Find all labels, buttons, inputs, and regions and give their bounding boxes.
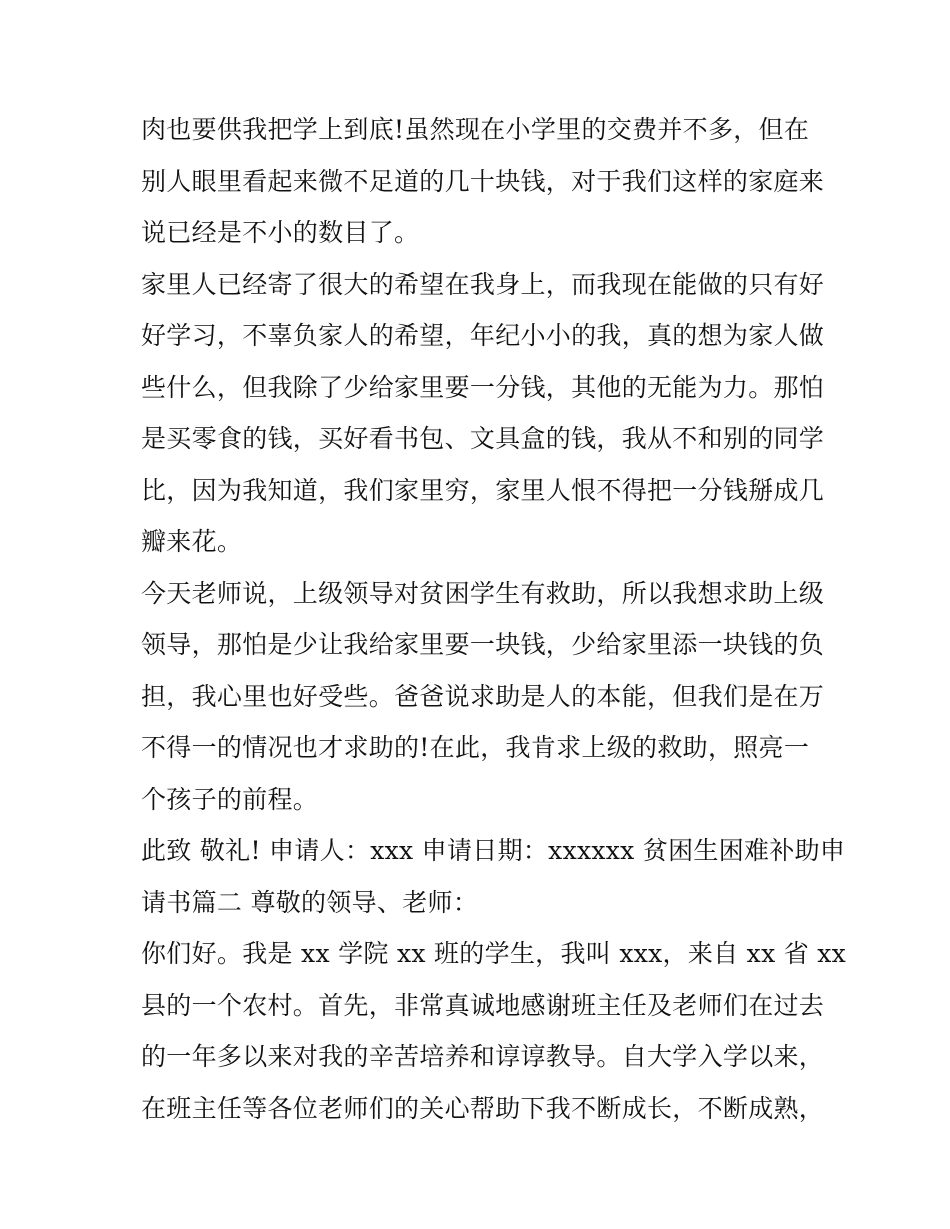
text-line: 你们好。我是 xx 学院 xx 班的学生，我叫 xxx，来自 xx 省 xx (141, 939, 847, 968)
text-line: 担，我心里也好受些。爸爸说求助是人的本能，但我们是在万 (141, 681, 825, 711)
text-line: 的一年多以来对我的辛苦培养和谆谆教导。自大学入学以来， (141, 1042, 825, 1071)
text-line: 别人眼里看起来微不足道的几十块钱，对于我们这样的家庭来 (141, 166, 825, 196)
text-line: 些什么，但我除了少给家里要一分钱，其他的无能为力。那怕 (141, 372, 825, 402)
text-line: 家里人已经寄了很大的希望在我身上，而我现在能做的只有好 (141, 269, 825, 299)
text-line: 个孩子的前程。 (141, 784, 319, 814)
text-line: 不得一的情况也才求助的!在此，我肯求上级的救助，照亮一 (141, 733, 810, 762)
text-line: 好学习，不辜负家人的希望，年纪小小的我，真的想为家人做 (141, 321, 825, 350)
text-line: 请书篇二 尊敬的领导、老师： (141, 887, 479, 917)
text-line: 说已经是不小的数目了。 (141, 218, 420, 247)
text-line: 在班主任等各位老师们的关心帮助下我不断成长，不断成熟， (141, 1093, 825, 1123)
text-line: 县的一个农村。首先，非常真诚地感谢班主任及老师们在过去 (141, 990, 825, 1020)
text-line: 领导，那怕是少让我给家里要一块钱，少给家里添一块钱的负 (141, 630, 825, 659)
text-line: 肉也要供我把学上到底!虽然现在小学里的交费并不多，但在 (141, 115, 810, 144)
text-line: 瓣来花。 (141, 527, 243, 556)
document-body (141, 104, 847, 1134)
text-line: 是买零食的钱，买好看书包、文具盒的钱，我从不和别的同学 (141, 424, 825, 453)
text-line: 此致 敬礼! 申请人：xxx 申请日期：xxxxxx 贫困生困难补助申 (141, 836, 846, 865)
text-line: 今天老师说，上级领导对贫困学生有救助，所以我想求助上级 (141, 578, 825, 608)
text-line: 比，因为我知道，我们家里穷，家里人恨不得把一分钱掰成几 (141, 475, 825, 505)
